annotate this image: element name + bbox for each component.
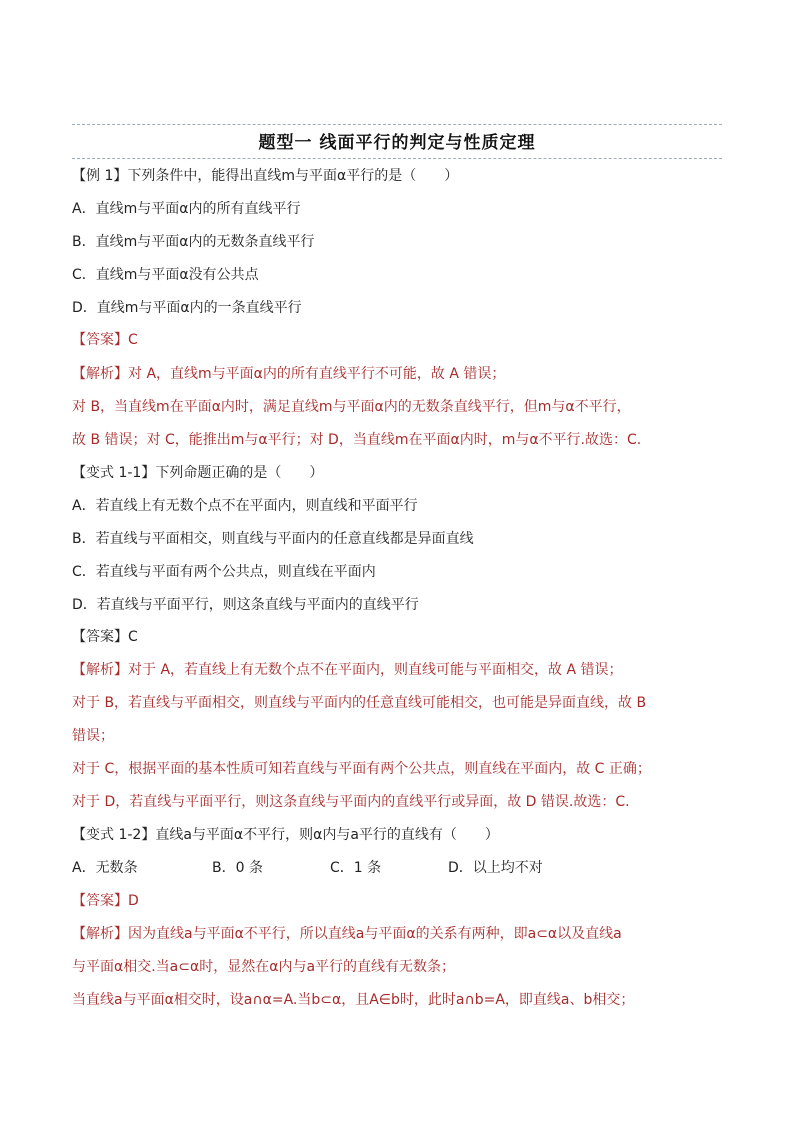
ex1-option-b: B．直线m与平面α内的无数条直线平行: [72, 234, 315, 250]
ex1-analysis-line: 对 B，当直线m在平面α内时，满足直线m与平面α内的无数条直线平行，但m与α不平行，: [72, 399, 631, 415]
ex1-option-d: D．直线m与平面α内的一条直线平行: [72, 300, 302, 316]
ex11-question: 【变式 1-1】下列命题正确的是（ ）: [72, 465, 324, 481]
ex1-analysis-line: 故 B 错误；对 C，能推出m与α平行；对 D，当直线m在平面α内时，m与α不平行.故选：C.: [72, 432, 642, 448]
ex11-option-c: C．若直线与平面有两个公共点，则直线在平面内: [72, 564, 376, 580]
ex11-analysis-line: 对于 D，若直线与平面平行，则这条直线与平面内的直线平行或异面，故 D 错误.故选：C.: [72, 794, 630, 810]
ex12-option-a: A．无数条: [72, 860, 138, 876]
ex12-analysis-line: 【解析】因为直线a与平面α不平行，所以直线a与平面α的关系有两种，即a⊂α以及直线a: [72, 926, 622, 942]
ex12-analysis-line: 与平面α相交.当a⊂α时，显然在α内与a平行的直线有无数条；: [72, 959, 456, 975]
title-divider-bottom: [72, 158, 722, 159]
ex11-analysis-line: 对于 B，若直线与平面相交，则直线与平面内的任意直线可能相交，也可能是异面直线，故 B: [72, 695, 647, 711]
ex11-answer: 【答案】C: [72, 629, 138, 645]
ex11-option-d: D．若直线与平面平行，则这条直线与平面内的直线平行: [72, 597, 419, 613]
ex1-question: 【例 1】下列条件中，能得出直线m与平面α平行的是（ ）: [72, 168, 459, 184]
ex12-option-c: C．1 条: [330, 860, 382, 876]
ex1-analysis-line: 【解析】对 A，直线m与平面α内的所有直线平行不可能，故 A 错误；: [72, 366, 506, 382]
ex12-answer: 【答案】D: [72, 893, 139, 909]
ex1-option-c: C．直线m与平面α没有公共点: [72, 267, 259, 283]
ex12-option-d: D．以上均不对: [448, 860, 543, 876]
ex12-option-b: B．0 条: [212, 860, 263, 876]
ex11-analysis-line: 对于 C，根据平面的基本性质可知若直线与平面有两个公共点，则直线在平面内，故 C 正确；: [72, 761, 651, 777]
ex11-option-a: A．若直线上有无数个点不在平面内，则直线和平面平行: [72, 498, 418, 514]
ex1-answer: 【答案】C: [72, 332, 138, 348]
title-divider-top: [72, 124, 722, 125]
ex1-option-a: A．直线m与平面α内的所有直线平行: [72, 201, 301, 217]
ex11-analysis-line: 【解析】对于 A，若直线上有无数个点不在平面内，则直线可能与平面相交，故 A 错误；: [72, 662, 623, 678]
ex11-option-b: B．若直线与平面相交，则直线与平面内的任意直线都是异面直线: [72, 531, 474, 547]
ex11-analysis-line: 错误；: [72, 728, 114, 744]
ex12-question: 【变式 1-2】直线a与平面α不平行，则α内与a平行的直线有（ ）: [72, 827, 499, 843]
ex12-analysis-line: 当直线a与平面α相交时，设a∩α=A.当b⊂α，且A∈b时，此时a∩b=A，即直线a、b相交；: [72, 992, 635, 1008]
section-title: 题型一 线面平行的判定与性质定理: [258, 133, 536, 153]
ex12-options-row: [72, 858, 726, 878]
